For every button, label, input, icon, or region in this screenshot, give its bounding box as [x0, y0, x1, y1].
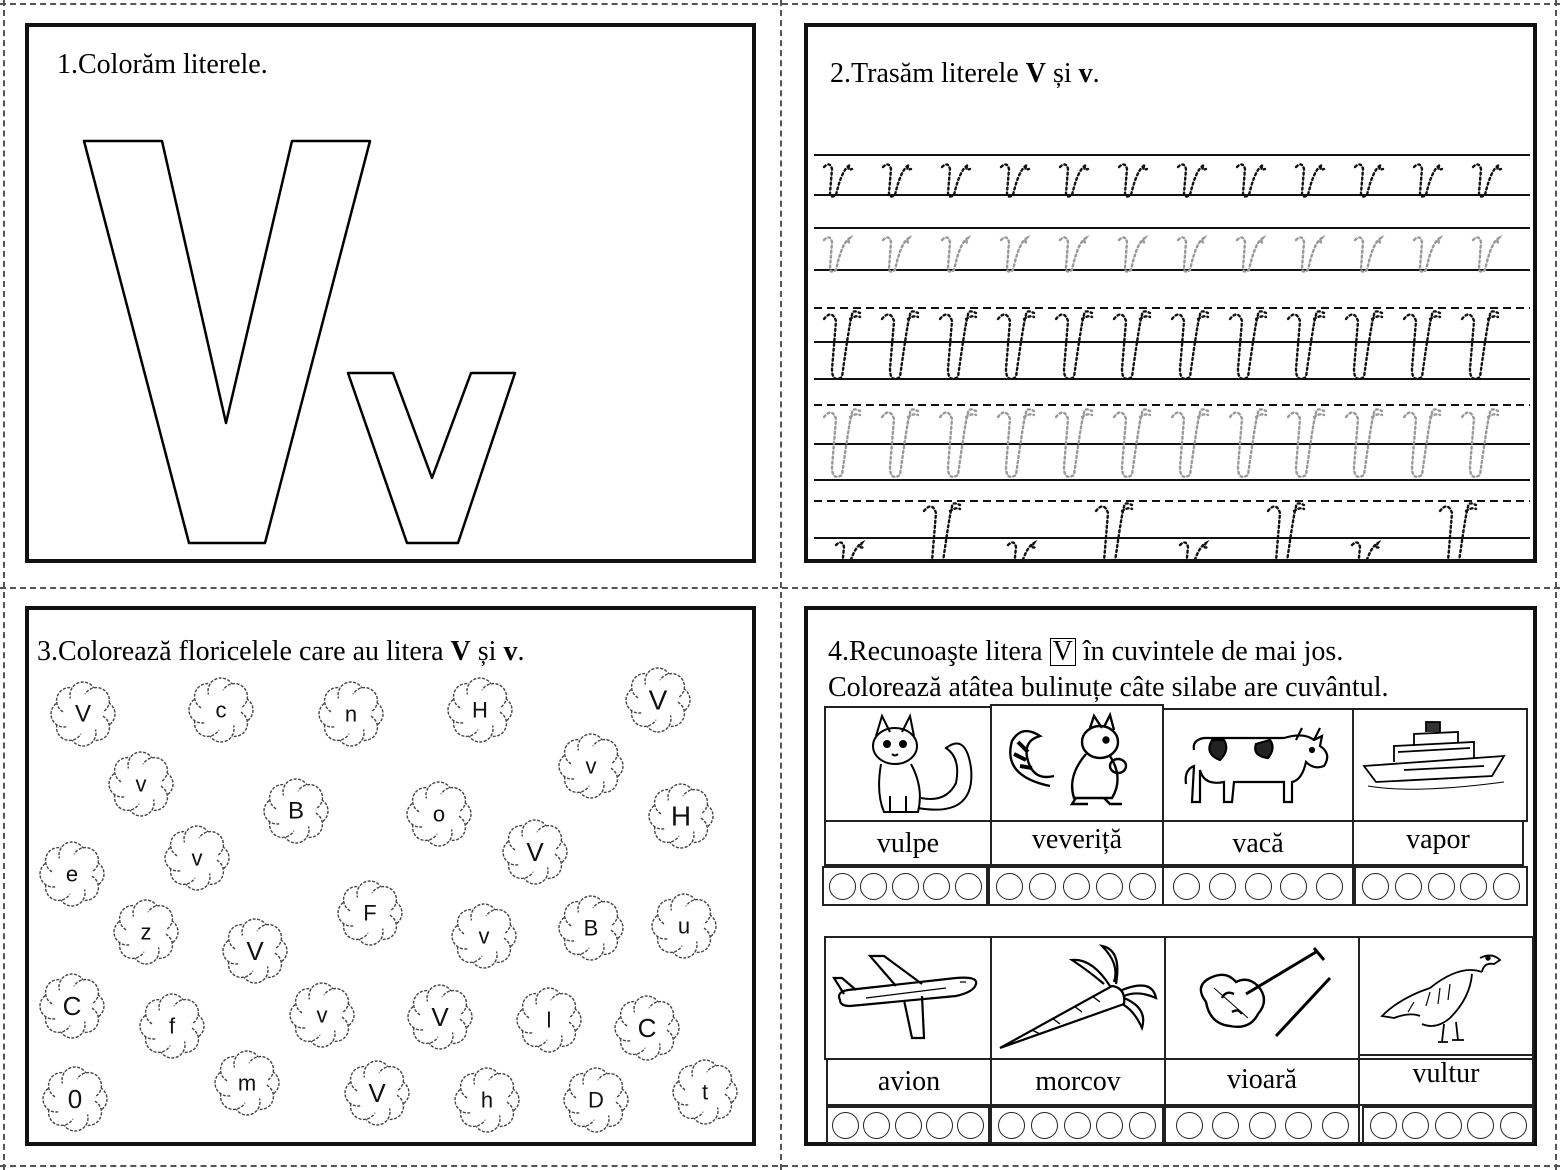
- word-veverita: veveriță: [1031, 824, 1123, 855]
- trace-letter-v[interactable]: [1473, 164, 1501, 196]
- syllable-circle[interactable]: [829, 873, 856, 900]
- fox-icon: [826, 708, 990, 820]
- flower-14[interactable]: [338, 881, 402, 945]
- trace-letter-v[interactable]: [1352, 542, 1380, 563]
- panel-trace-letters: [804, 23, 1537, 563]
- syllable-circle[interactable]: [1173, 873, 1200, 900]
- flower-letter: z: [140, 919, 152, 945]
- violin-icon: [1166, 938, 1358, 1058]
- syllable-circle[interactable]: [1370, 1112, 1397, 1139]
- syllable-circles-vapor: [1354, 866, 1528, 906]
- flower-letter: v: [585, 753, 597, 779]
- word-card-morcov: [990, 1058, 1166, 1106]
- outline-letters: [25, 23, 756, 563]
- syllable-circle[interactable]: [863, 1112, 890, 1139]
- flower-9[interactable]: [407, 782, 471, 846]
- panel2-title-text: 2.Trasăm literele: [830, 58, 1026, 89]
- flower-letter: H: [472, 697, 488, 723]
- syllable-circles-morcov: [990, 1106, 1164, 1144]
- word-card-vioara: [1164, 1058, 1360, 1106]
- flower-letter: H: [670, 800, 692, 832]
- airplane-icon: [826, 938, 990, 1058]
- syllable-circle[interactable]: [957, 1112, 984, 1139]
- trace-letter-v[interactable]: [1001, 237, 1029, 271]
- small-letter-v-outline[interactable]: [348, 373, 515, 543]
- flower-letter: V: [368, 1078, 386, 1108]
- panel3-title-suffix: .: [517, 636, 525, 667]
- syllable-circle[interactable]: [1096, 873, 1123, 900]
- syllable-circle[interactable]: [955, 873, 982, 900]
- syllable-circle[interactable]: [895, 1112, 922, 1139]
- flower-23[interactable]: [408, 985, 472, 1049]
- trace-letter-V[interactable]: [1440, 503, 1476, 563]
- cut-line-right: [1555, 0, 1557, 1170]
- flower-20[interactable]: [40, 974, 104, 1038]
- word-vultur: vultur: [1412, 1058, 1480, 1089]
- flower-25[interactable]: [615, 996, 679, 1060]
- syllable-circle[interactable]: [1245, 873, 1272, 900]
- panel4-title-line2: Colorează atâtea bulinuțe câte silabe are cuvântul.: [828, 672, 1389, 703]
- word-card-vultur: [1358, 1054, 1534, 1106]
- flower-31[interactable]: [673, 1060, 737, 1124]
- syllable-circles-vultur: [1362, 1106, 1534, 1144]
- big-letter-V-outline[interactable]: [84, 141, 370, 543]
- trace-letter-v[interactable]: [883, 164, 911, 196]
- trace-letter-v[interactable]: [1180, 542, 1208, 563]
- flower-5[interactable]: [626, 668, 690, 732]
- syllable-circle[interactable]: [1063, 873, 1090, 900]
- syllable-circle[interactable]: [892, 873, 919, 900]
- syllable-circle[interactable]: [998, 1112, 1025, 1139]
- flower-letter: c: [215, 697, 227, 723]
- syllable-circle[interactable]: [996, 873, 1023, 900]
- syllable-circle[interactable]: [1362, 873, 1389, 900]
- word-card-vulpe: [824, 820, 992, 866]
- flower-18[interactable]: [559, 896, 623, 960]
- ship-icon: [1354, 710, 1526, 820]
- trace-letter-v[interactable]: [1414, 164, 1442, 196]
- flower-letter: u: [677, 913, 691, 939]
- flower-letter: C: [637, 1013, 657, 1043]
- trace-letter-v[interactable]: [1237, 237, 1265, 271]
- flower-30[interactable]: [564, 1068, 628, 1132]
- flower-letter: V: [431, 1002, 449, 1032]
- syllable-circles-veverita: [988, 866, 1164, 906]
- panel3-title-lower: v: [503, 636, 518, 667]
- syllable-circle[interactable]: [1435, 1112, 1462, 1139]
- flower-29[interactable]: [455, 1068, 519, 1132]
- picture-violin: [1164, 936, 1360, 1060]
- flower-letter: t: [701, 1079, 709, 1105]
- syllable-circle[interactable]: [1176, 1112, 1203, 1139]
- trace-letter-v[interactable]: [824, 237, 852, 271]
- panel2-title-suffix: .: [1092, 58, 1100, 89]
- flower-7[interactable]: [559, 734, 623, 798]
- trace-letter-V[interactable]: [1230, 311, 1266, 378]
- syllable-circle[interactable]: [1209, 873, 1236, 900]
- flower-21[interactable]: [140, 994, 204, 1058]
- picture-airplane: [824, 936, 992, 1060]
- syllable-circle[interactable]: [926, 1112, 953, 1139]
- panel3-title-text: 3.Colorează floricelele care au litera: [37, 636, 451, 667]
- syllable-circle[interactable]: [1212, 1112, 1239, 1139]
- word-vaca: vacă: [1232, 828, 1284, 859]
- panel2-title-conj: și: [1045, 58, 1079, 89]
- squirrel-icon: [992, 706, 1162, 820]
- word-vulpe: vulpe: [876, 828, 940, 859]
- syllable-circle[interactable]: [1467, 1112, 1494, 1139]
- trace-letter-V[interactable]: [1268, 503, 1304, 563]
- trace-letter-v[interactable]: [824, 164, 852, 196]
- panel-color-letters: [25, 23, 756, 563]
- syllable-circles-avion: [826, 1106, 990, 1144]
- flower-6[interactable]: [109, 752, 173, 816]
- trace-letter-v[interactable]: [1473, 237, 1501, 271]
- trace-letter-v[interactable]: [1119, 237, 1147, 271]
- trace-letter-v[interactable]: [1414, 237, 1442, 271]
- flower-letter: v: [478, 923, 490, 949]
- syllable-circle[interactable]: [1322, 1112, 1349, 1139]
- flower-letter: 0: [67, 1084, 83, 1114]
- syllable-circle[interactable]: [1031, 1112, 1058, 1139]
- panel-color-flowers: [25, 606, 756, 1146]
- trace-letter-V[interactable]: [924, 503, 960, 563]
- trace-letter-v[interactable]: [1355, 237, 1383, 271]
- flower-27[interactable]: [215, 1051, 279, 1115]
- trace-letter-v[interactable]: [836, 542, 864, 563]
- word-card-veverita: [990, 820, 1164, 866]
- syllable-circle[interactable]: [1129, 1112, 1156, 1139]
- flower-letter: V: [648, 684, 668, 716]
- trace-letter-V[interactable]: [1172, 311, 1208, 378]
- flower-letter: e: [65, 861, 79, 887]
- trace-letter-V[interactable]: [882, 311, 918, 378]
- flower-letter: B: [287, 797, 305, 825]
- picture-squirrel: [990, 704, 1164, 822]
- syllable-circle[interactable]: [1064, 1112, 1091, 1139]
- trace-letter-v[interactable]: [1296, 164, 1324, 196]
- flower-3[interactable]: [319, 682, 383, 746]
- picture-vulture: [1358, 936, 1534, 1060]
- syllable-circle[interactable]: [1129, 873, 1156, 900]
- trace-letter-v[interactable]: [1237, 164, 1265, 196]
- flower-17[interactable]: [452, 904, 516, 968]
- syllable-circle[interactable]: [1316, 873, 1343, 900]
- flower-letter: D: [588, 1087, 604, 1113]
- flower-19[interactable]: [652, 894, 716, 958]
- panel2-title-upper: V: [1025, 58, 1046, 89]
- flower-26[interactable]: [43, 1067, 107, 1131]
- syllable-circle[interactable]: [923, 873, 950, 900]
- boxed-letter-V: V: [1050, 638, 1076, 666]
- flower-letter: v: [316, 1002, 328, 1028]
- trace-letter-v[interactable]: [1008, 542, 1036, 563]
- trace-letter-v[interactable]: [883, 237, 911, 271]
- syllable-circles-vulpe: [822, 866, 988, 906]
- syllable-circle[interactable]: [1395, 873, 1422, 900]
- cow-icon: [1164, 710, 1352, 820]
- syllable-circle[interactable]: [1500, 1112, 1527, 1139]
- flowers-area: [25, 606, 756, 1146]
- word-vapor: vapor: [1406, 824, 1470, 855]
- syllable-circles-vaca: [1162, 866, 1354, 906]
- word-avion: avion: [877, 1066, 941, 1097]
- panel-recognize-letter: [804, 606, 1537, 1146]
- trace-letter-v[interactable]: [1178, 237, 1206, 271]
- flower-10[interactable]: [649, 784, 713, 848]
- panel3-title-upper: V: [450, 636, 471, 667]
- flower-2[interactable]: [189, 678, 253, 742]
- syllable-circle[interactable]: [832, 1112, 859, 1139]
- flower-15[interactable]: [114, 900, 178, 964]
- syllable-circle[interactable]: [1096, 1112, 1123, 1139]
- panel4-line1-text: 4.Recunoaşte litera: [828, 636, 1050, 667]
- flower-1[interactable]: [51, 682, 115, 746]
- trace-letter-v[interactable]: [1001, 164, 1029, 196]
- syllable-circle[interactable]: [1428, 873, 1455, 900]
- syllable-circle[interactable]: [1402, 1112, 1429, 1139]
- flower-letter: f: [168, 1013, 176, 1039]
- flower-letter: V: [526, 837, 544, 867]
- trace-letter-V[interactable]: [1114, 311, 1150, 378]
- syllable-circle[interactable]: [1460, 873, 1487, 900]
- panel2-title-lower: v: [1078, 58, 1093, 89]
- trace-letter-v[interactable]: [1119, 164, 1147, 196]
- flower-24[interactable]: [517, 988, 581, 1052]
- trace-letter-V[interactable]: [998, 311, 1034, 378]
- flower-letter: B: [583, 915, 599, 941]
- flower-letter: V: [246, 936, 264, 966]
- flower-16[interactable]: [223, 919, 287, 983]
- syllable-circle[interactable]: [1280, 873, 1307, 900]
- cut-line-center: [780, 0, 782, 1170]
- flower-letter: l: [546, 1007, 552, 1033]
- tracing-area[interactable]: [804, 23, 1537, 563]
- syllable-circle[interactable]: [1285, 1112, 1312, 1139]
- trace-letter-v[interactable]: [1060, 164, 1088, 196]
- flower-12[interactable]: [40, 842, 104, 906]
- word-card-vaca: [1162, 820, 1354, 866]
- vulture-icon: [1360, 938, 1532, 1058]
- flower-11[interactable]: [503, 820, 567, 884]
- panel3-title-conj: și: [470, 636, 504, 667]
- flower-8[interactable]: [264, 779, 328, 843]
- trace-letter-v[interactable]: [942, 164, 970, 196]
- trace-letter-v[interactable]: [1178, 164, 1206, 196]
- trace-letter-V[interactable]: [1404, 311, 1440, 378]
- flower-28[interactable]: [345, 1061, 409, 1125]
- trace-letter-V[interactable]: [1346, 311, 1382, 378]
- trace-letter-v[interactable]: [942, 237, 970, 271]
- flower-22[interactable]: [290, 983, 354, 1047]
- picture-fox: [824, 706, 992, 822]
- trace-letter-v[interactable]: [1355, 164, 1383, 196]
- trace-letter-V[interactable]: [824, 311, 860, 378]
- syllable-circle[interactable]: [1493, 873, 1520, 900]
- trace-letter-V[interactable]: [1288, 311, 1324, 378]
- panel1-title: 1.Colorăm literele.: [57, 49, 268, 80]
- flower-letter: v: [191, 845, 203, 871]
- trace-letter-V[interactable]: [1096, 503, 1132, 563]
- flower-letter: m: [237, 1070, 257, 1096]
- flower-letter: n: [344, 701, 358, 727]
- picture-carrot: [990, 936, 1166, 1060]
- syllable-circles-vioara: [1164, 1106, 1360, 1144]
- flower-letter: F: [363, 900, 377, 926]
- word-vioara: vioară: [1227, 1064, 1297, 1095]
- syllable-circle[interactable]: [1249, 1112, 1276, 1139]
- flower-letter: v: [135, 771, 147, 797]
- flower-4[interactable]: [448, 678, 512, 742]
- cut-line-left: [3, 0, 5, 1170]
- flower-letter: V: [74, 700, 92, 728]
- flower-letter: C: [62, 991, 82, 1021]
- trace-letter-v[interactable]: [1296, 237, 1324, 271]
- word-card-avion: [826, 1058, 992, 1106]
- panel4-line1-suffix: în cuvintele de mai jos.: [1075, 636, 1344, 667]
- word-card-vapor: [1352, 820, 1524, 866]
- syllable-circle[interactable]: [1029, 873, 1056, 900]
- carrot-icon: [992, 938, 1164, 1058]
- flower-13[interactable]: [165, 826, 229, 890]
- trace-letter-v[interactable]: [1060, 237, 1088, 271]
- picture-cow: [1162, 708, 1354, 822]
- picture-ship: [1352, 708, 1528, 822]
- trace-letter-V[interactable]: [1462, 311, 1498, 378]
- trace-letter-V[interactable]: [1056, 311, 1092, 378]
- panel4-title-line1: [828, 636, 1343, 668]
- trace-letter-V[interactable]: [940, 311, 976, 378]
- syllable-circle[interactable]: [860, 873, 887, 900]
- word-morcov: morcov: [1035, 1066, 1121, 1097]
- flower-letter: o: [432, 801, 446, 827]
- flower-letter: h: [480, 1087, 494, 1113]
